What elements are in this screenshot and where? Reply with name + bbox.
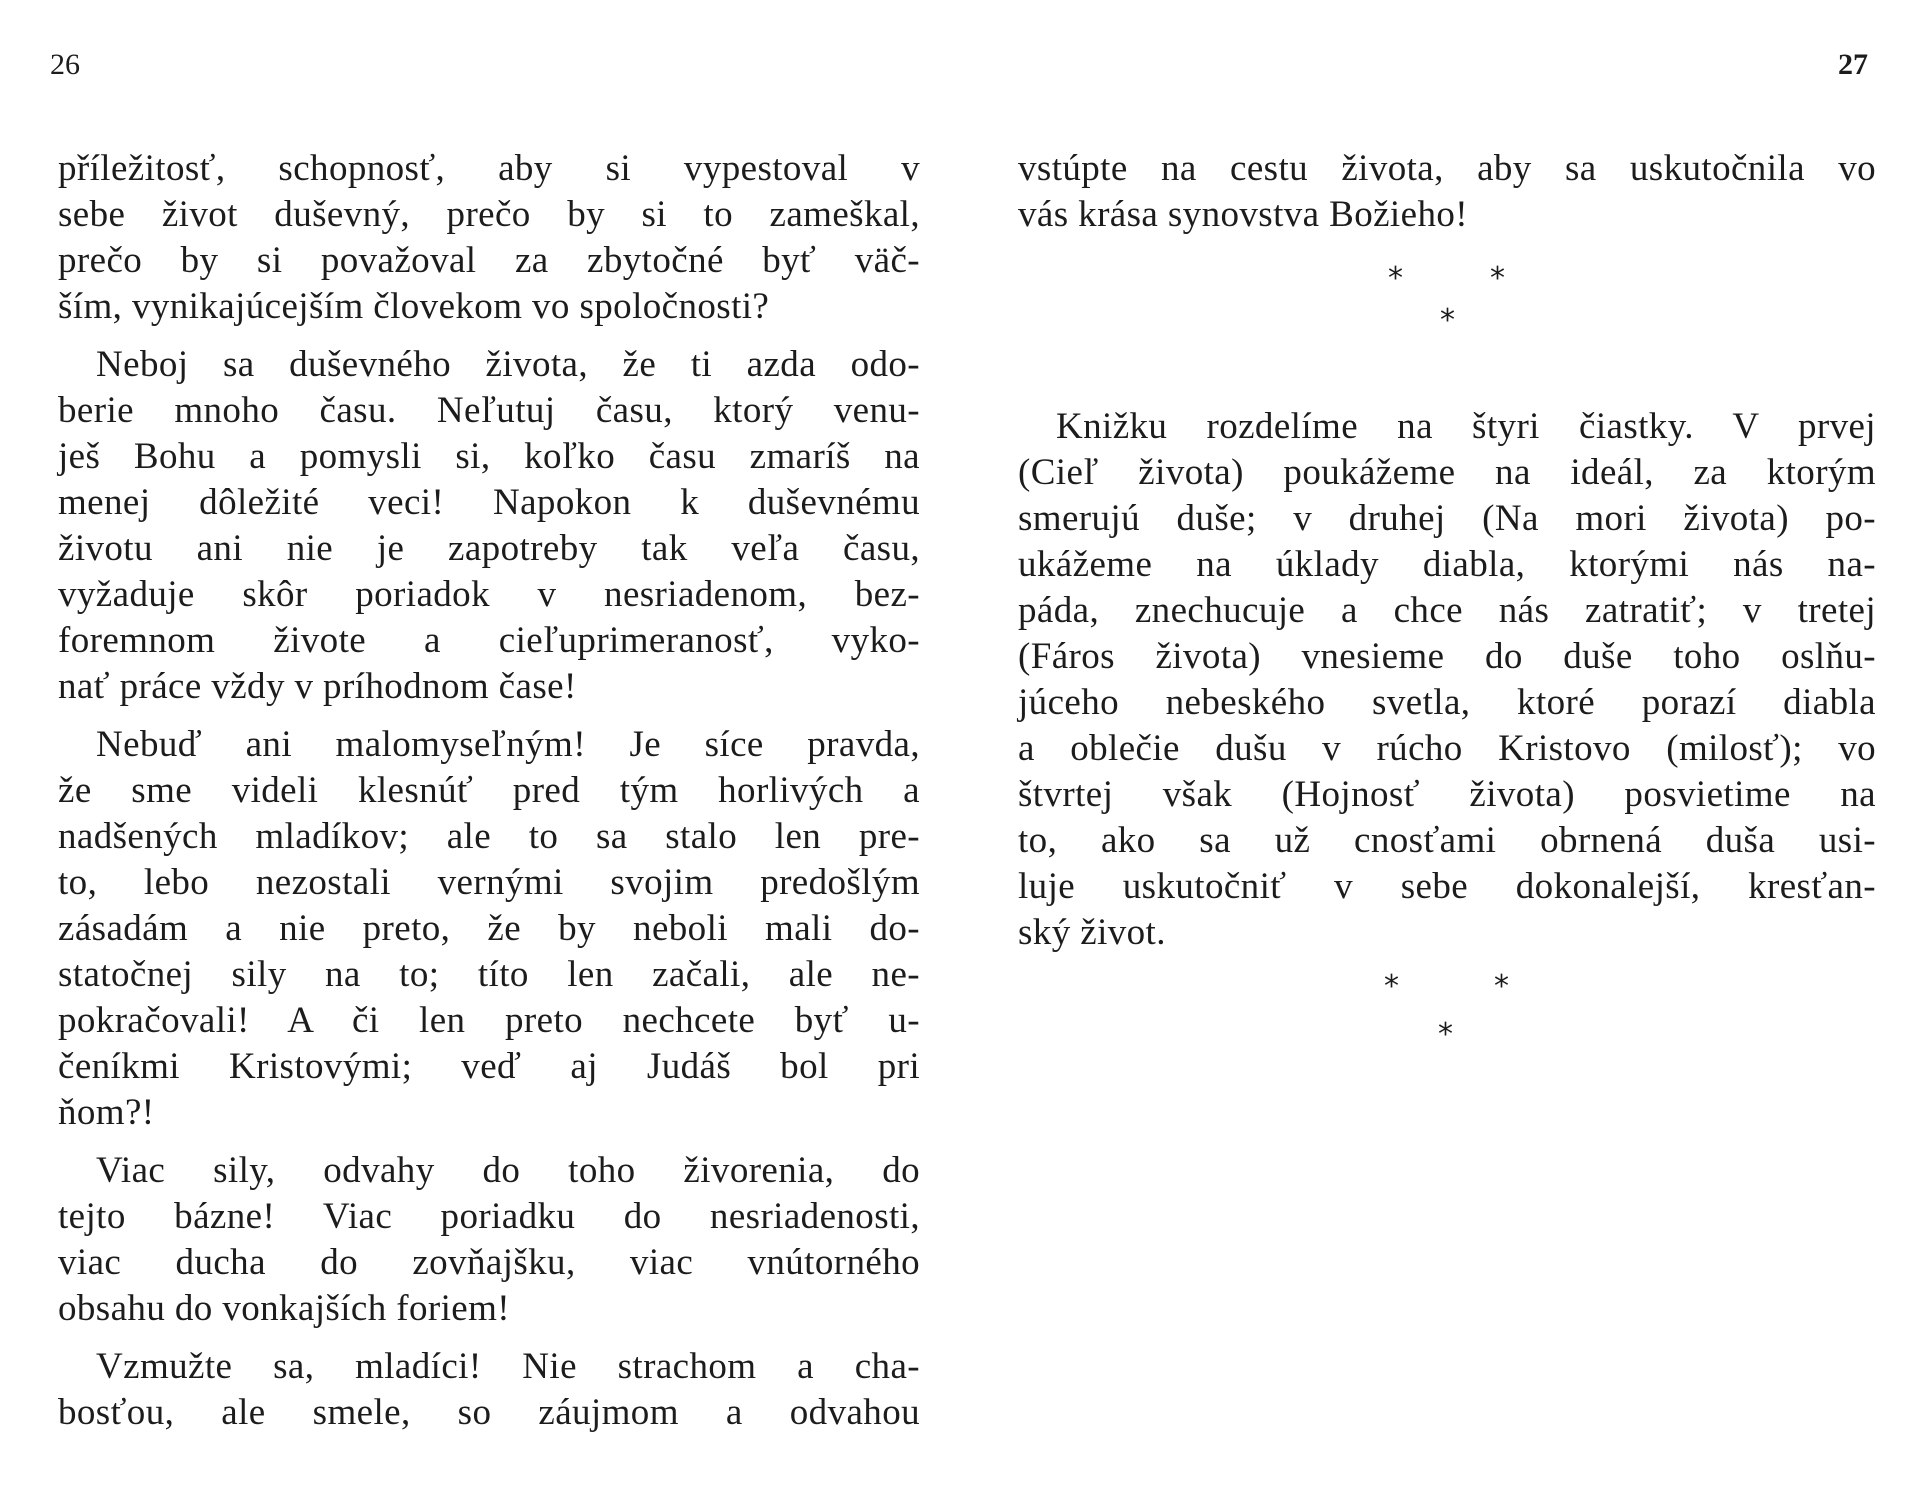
- text-line: ším, vynikajúcejším človekom vo spoločnosti?: [58, 286, 770, 327]
- text-line: bosťou, ale smele, so záujmom a odvahou: [58, 1392, 920, 1433]
- text-line: příležitosť, schopnosť, aby si vypestoval v: [58, 148, 920, 189]
- text-line: foremnom živote a cieľuprimeranosť, vyko-: [58, 620, 920, 661]
- separator-asterisk: *: [1438, 1017, 1454, 1052]
- text-line: to, ako sa už cnosťami obrnená duša usi-: [1018, 820, 1876, 861]
- text-line: Knižku rozdelíme na štyri čiastky. V prvej: [1056, 406, 1876, 447]
- text-line: to, lebo nezostali vernými svojim predošlým: [58, 862, 920, 903]
- left-page-number: 26: [50, 48, 80, 81]
- text-line: nať práce vždy v príhodnom čase!: [58, 666, 577, 707]
- text-line: Nebuď ani malomyseľným! Je síce pravda,: [96, 724, 920, 765]
- text-line: Vzmužte sa, mladíci! Nie strachom a cha-: [96, 1346, 920, 1387]
- separator-asterisk: *: [1490, 261, 1506, 296]
- text-line: ňom?!: [58, 1092, 155, 1133]
- text-line: ský život.: [1018, 912, 1166, 953]
- right-page-text: [1018, 146, 1876, 1056]
- text-line: (Cieľ života) poukážeme na ideál, za ktorým: [1018, 452, 1876, 493]
- text-line: statočnej sily na to; títo len začali, ale ne-: [58, 954, 920, 995]
- text-line: a oblečie dušu v rúcho Kristovo (milosť); vo: [1018, 728, 1876, 769]
- text-line: viac ducha do zovňajšku, viac vnútorného: [58, 1242, 920, 1283]
- text-line: pokračovali! A či len preto nechcete byť u-: [58, 1000, 920, 1041]
- section-separator: [1018, 238, 1876, 338]
- text-line: Viac sily, odvahy do toho živorenia, do: [96, 1150, 920, 1191]
- text-line: obsahu do vonkajších foriem!: [58, 1288, 511, 1329]
- text-line: tejto bázne! Viac poriadku do nesriadenosti,: [58, 1196, 920, 1237]
- text-line: nadšených mladíkov; ale to sa stalo len pre-: [58, 816, 920, 857]
- text-line: ješ Bohu a pomysli si, koľko času zmaríš na: [58, 436, 920, 477]
- text-line: sebe život duševný, prečo by si to zameškal,: [58, 194, 920, 235]
- text-line: luje uskutočniť v sebe dokonalejší, kresťan-: [1018, 866, 1876, 907]
- right-page-number: 27: [1838, 48, 1868, 81]
- text-line: páda, znechucuje a chce nás zatratiť; v tretej: [1018, 590, 1876, 631]
- text-line: (Fáros života) vnesieme do duše toho oslňu-: [1018, 636, 1876, 677]
- text-line: vyžaduje skôr poriadok v nesriadenom, bez-: [58, 574, 920, 615]
- text-line: štvrtej však (Hojnosť života) posvietime na: [1018, 774, 1876, 815]
- text-line: smerujú duše; v druhej (Na mori života) po-: [1018, 498, 1876, 539]
- text-line: berie mnoho času. Neľutuj času, ktorý venu-: [58, 390, 920, 431]
- separator-asterisk: *: [1440, 303, 1456, 338]
- text-line: vstúpte na cestu života, aby sa uskutočnila vo: [1018, 148, 1876, 189]
- separator-asterisk: *: [1384, 969, 1400, 1004]
- text-line: júceho nebeského svetla, ktoré porazí diabla: [1018, 682, 1876, 723]
- text-line: čeníkmi Kristovými; veď aj Judáš bol pri: [58, 1046, 920, 1087]
- text-line: zásadám a nie preto, že by neboli mali do-: [58, 908, 920, 949]
- left-page-text: [58, 146, 920, 1436]
- text-line: menej dôležité veci! Napokon k duševnému: [58, 482, 920, 523]
- separator-asterisk: *: [1388, 261, 1404, 296]
- text-line: životu ani nie je zapotreby tak veľa času,: [58, 528, 920, 569]
- section-separator: [1018, 956, 1876, 1056]
- text-line: ukážeme na úklady diabla, ktorými nás na-: [1018, 544, 1876, 585]
- text-line: že sme videli klesnúť pred tým horlivých a: [58, 770, 920, 811]
- text-line: prečo by si považoval za zbytočné byť väč-: [58, 240, 920, 281]
- text-line: vás krása synovstva Božieho!: [1018, 194, 1468, 235]
- text-line: Neboj sa duševného života, že ti azda odo-: [96, 344, 920, 385]
- separator-asterisk: *: [1494, 969, 1510, 1004]
